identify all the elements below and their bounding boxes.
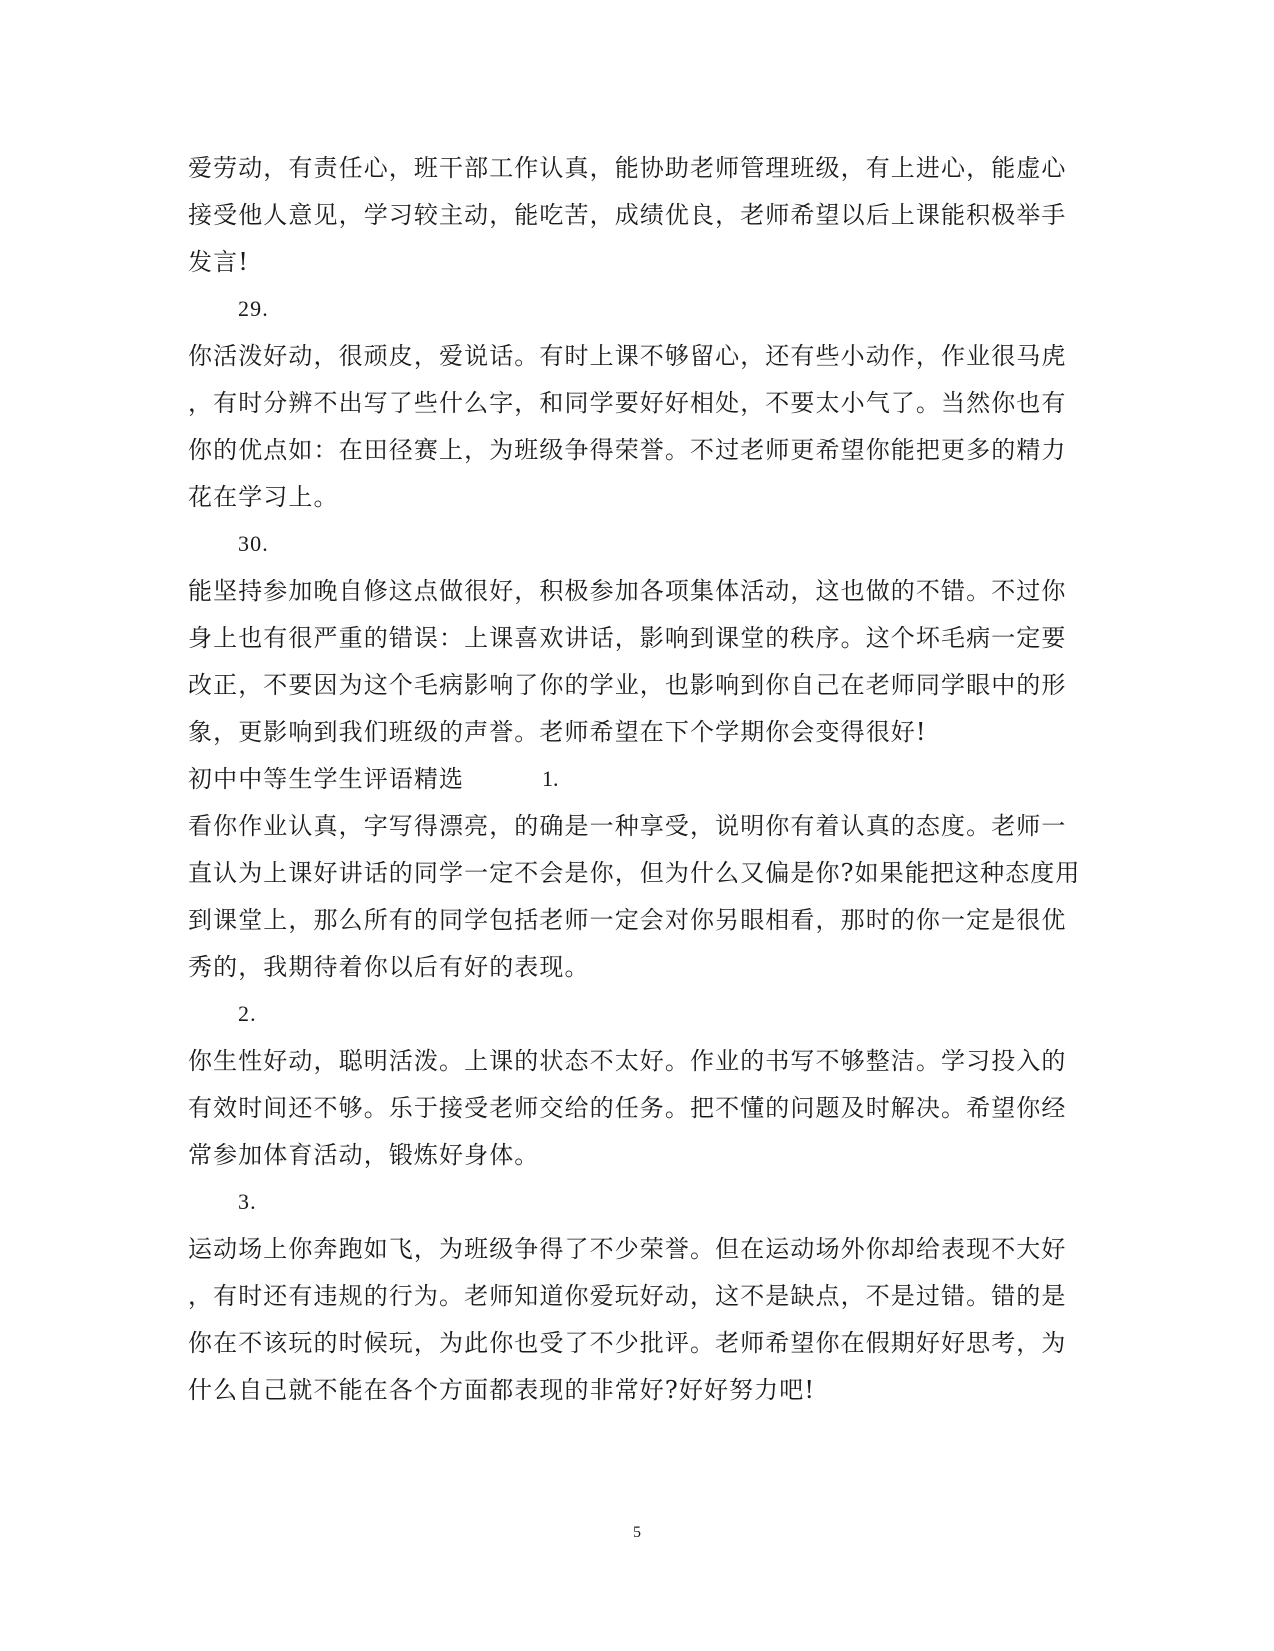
- item-number: 2.: [238, 1001, 257, 1026]
- text-line: 接受他人意见，学习较主动，能吃苦，成绩优良，老师希望以后上课能积极举手: [188, 201, 1067, 229]
- text-line: 花在学习上。: [188, 483, 339, 511]
- text-line: 直认为上课好讲话的同学一定不会是你，但为什么又偏是你?如果能把这种态度用: [188, 859, 1081, 887]
- page-number: 5: [633, 1524, 641, 1541]
- section-heading: 初中中等生学生评语精选: [188, 765, 465, 793]
- item-number: 3.: [238, 1189, 257, 1214]
- text-line: 看你作业认真，字写得漂亮，的确是一种享受，说明你有着认真的态度。老师一: [188, 812, 1067, 840]
- item-number: 29.: [238, 296, 269, 321]
- text-line: 运动场上你奔跑如飞，为班级争得了不少荣誉。但在运动场外你却给表现不大好: [188, 1235, 1067, 1263]
- text-line: 你在不该玩的时候玩，为此你也受了不少批评。老师希望你在假期好好思考，为: [188, 1329, 1067, 1357]
- item-number: 1.: [542, 766, 559, 791]
- text-line: ，有时还有违规的行为。老师知道你爱玩好动，这不是缺点，不是过错。错的是: [188, 1282, 1067, 1310]
- text-line: 能坚持参加晚自修这点做很好，积极参加各项集体活动，这也做的不错。不过你: [188, 577, 1067, 605]
- text-line: 你活泼好动，很顽皮，爱说话。有时上课不够留心，还有些小动作，作业很马虎: [188, 342, 1067, 370]
- text-line: 到课堂上，那么所有的同学包括老师一定会对你另眼相看，那时的你一定是很优: [188, 906, 1067, 934]
- text-line: 爱劳动，有责任心，班干部工作认真，能协助老师管理班级，有上进心，能虚心: [188, 154, 1067, 182]
- text-line: 常参加体育活动，锻炼好身体。: [188, 1141, 540, 1169]
- item-number: 30.: [238, 531, 269, 556]
- text-line: 你的优点如：在田径赛上，为班级争得荣誉。不过老师更希望你能把更多的精力: [188, 436, 1067, 464]
- text-line: 象，更影响到我们班级的声誉。老师希望在下个学期你会变得很好!: [188, 718, 927, 746]
- text-line: 改正，不要因为这个毛病影响了你的学业，也影响到你自己在老师同学眼中的形: [188, 671, 1067, 699]
- text-line: 你生性好动，聪明活泼。上课的状态不太好。作业的书写不够整洁。学习投入的: [188, 1047, 1067, 1075]
- text-line: 秀的，我期待着你以后有好的表现。: [188, 953, 590, 981]
- text-line: 什么自己就不能在各个方面都表现的非常好?好好努力吧!: [188, 1376, 816, 1404]
- text-line: 发言!: [188, 248, 249, 276]
- text-line: 身上也有很严重的错误：上课喜欢讲话，影响到课堂的秩序。这个坏毛病一定要: [188, 624, 1067, 652]
- text-line: ，有时分辨不出写了些什么字，和同学要好好相处，不要太小气了。当然你也有: [188, 389, 1067, 417]
- text-line: 有效时间还不够。乐于接受老师交给的任务。把不懂的问题及时解决。希望你经: [188, 1094, 1067, 1122]
